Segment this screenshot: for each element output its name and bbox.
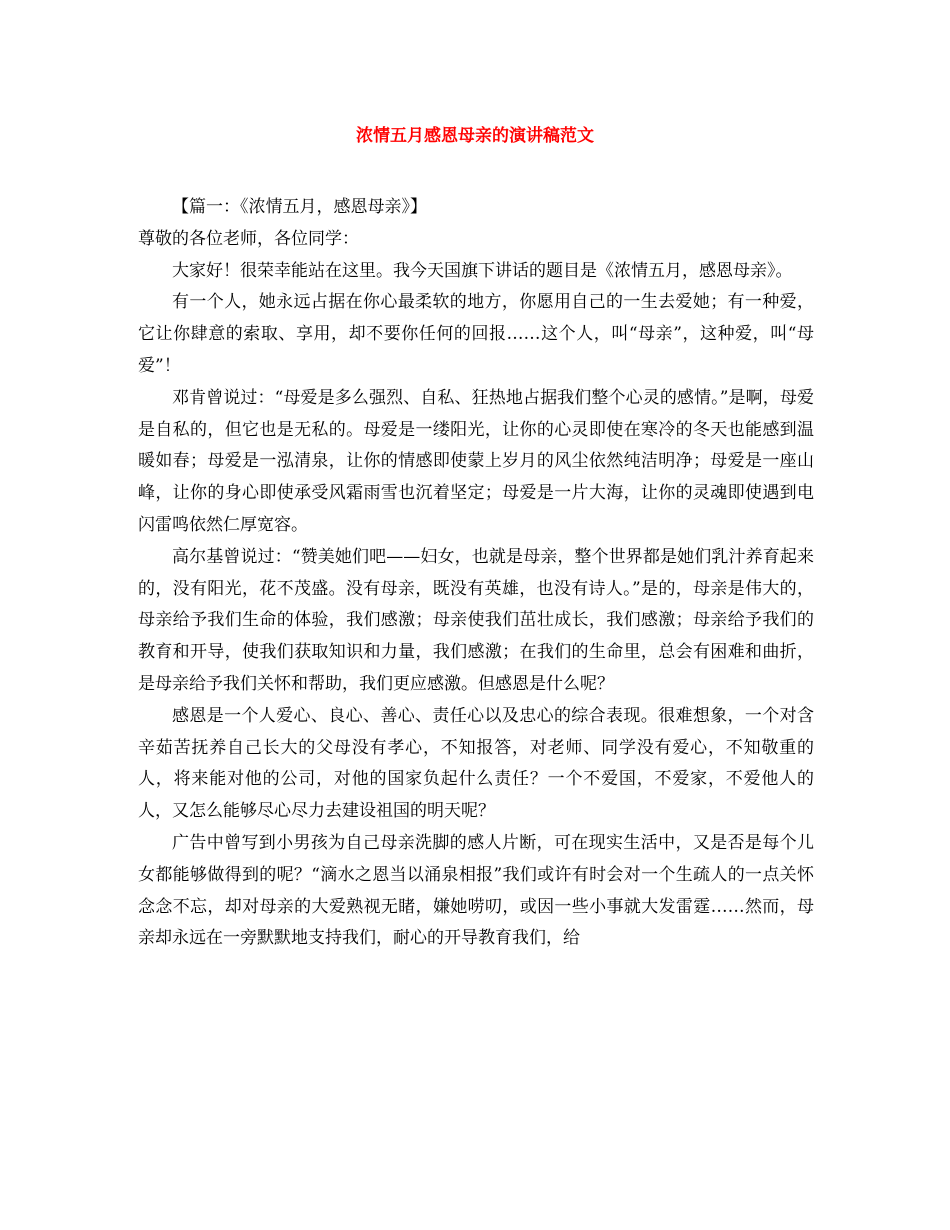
- paragraph-4: 高尔基曾说过：“赞美她们吧——妇女，也就是母亲，整个世界都是她们乳汁养育起来的，没有阳光，花不茂盛。没有母亲，既没有英雄，也没有诗人。”是的，母亲是伟大的，母亲给予我们生命的体验，我们感激；母亲使我们茁壮成长，我们感激；母亲给予我们的教育和开导，使我们获取知识和力量，我们感激；在我们的生命里，总会有困难和曲折，是母亲给予我们关怀和帮助，我们更应感激。但感恩是什么呢？: [138, 546, 814, 694]
- section-heading: 【篇一：《浓情五月，感恩母亲》】: [172, 197, 427, 217]
- salutation: 尊敬的各位老师，各位同学：: [138, 228, 359, 249]
- paragraph-6: 广告中曾写到小男孩为自己母亲洗脚的感人片断，可在现实生活中，又是否是每个儿女都能够做得到的呢？“滴水之恩当以涌泉相报”我们或许有时会对一个生疏人的一点关怀念念不忘，却对母亲的大爱熟视无睹，嫌她唠叨，或因一些小事就大发雷霆……然而，母亲却永远在一旁默默地支持我们，耐心的开导教育我们，给: [138, 832, 814, 949]
- document-body: [138, 192, 814, 955]
- paragraph-2: 有一个人，她永远占据在你心最柔软的地方，你愿用自己的一生去爱她；有一种爱，它让你肆意的索取、享用，却不要你任何的回报……这个人，叫“母亲”，这种爱，叫“母爱”！: [138, 292, 814, 376]
- document-title: 浓情五月感恩母亲的演讲稿范文: [356, 126, 594, 146]
- paragraph-3: 邓肯曾说过：“母爱是多么强烈、自私、狂热地占据我们整个心灵的感情。”是啊，母爱是自私的，但它也是无私的。母爱是一缕阳光，让你的心灵即使在寒冷的冬天也能感到温暖如春；母爱是一泓清泉，让你的情感即使蒙上岁月的风尘依然纯洁明净；母爱是一座山峰，让你的身心即使承受风霜雨雪也沉着坚定；母爱是一片大海，让你的灵魂即使遇到电闪雷鸣依然仁厚宽容。: [138, 387, 814, 535]
- paragraph-1: 大家好！很荣幸能站在这里。我今天国旗下讲话的题目是《浓情五月，感恩母亲》。: [172, 260, 793, 281]
- paragraph-5: 感恩是一个人爱心、良心、善心、责任心以及忠心的综合表现。很难想象，一个对含辛茹苦抚养自己长大的父母没有孝心，不知报答，对老师、同学没有爱心，不知敬重的人，将来能对他的公司，对他的国家负起什么责任？一个不爱国，不爱家，不爱他人的人，又怎么能够尽心尽力去建设祖国的明天呢？: [138, 705, 814, 822]
